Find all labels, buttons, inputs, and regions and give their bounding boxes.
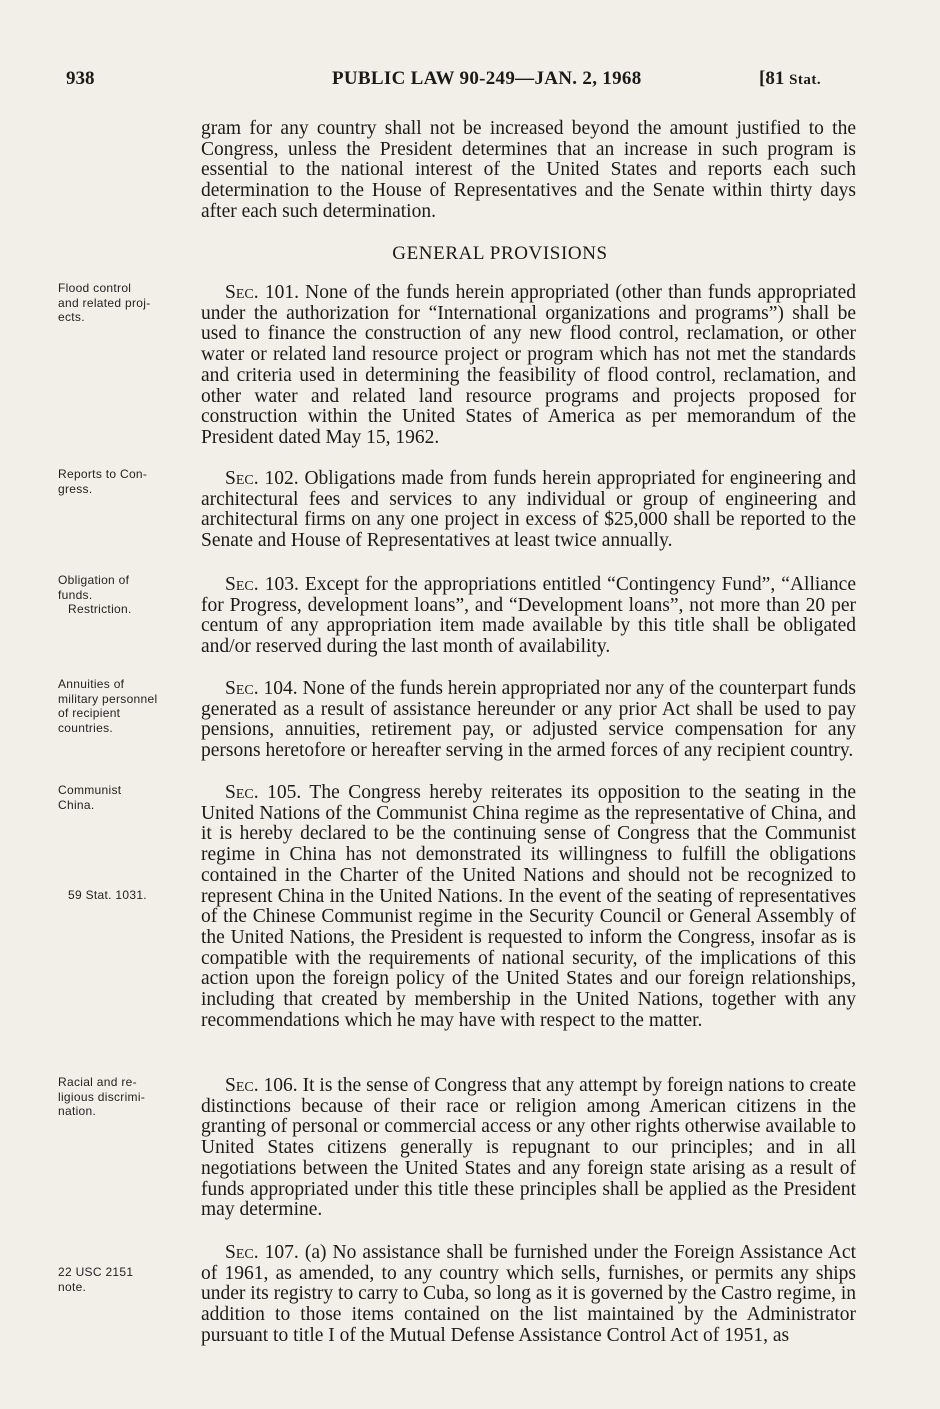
section-paragraph xyxy=(201,469,856,552)
margin-note: 59 Stat. 1031. xyxy=(68,888,147,902)
margin-note: Racial and re- ligious discrimi- nation. xyxy=(58,1075,146,1118)
section-103-block xyxy=(201,575,856,658)
section-text: 107. (a) No assistance shall be furnished under the Foreign Assistance Act of 1961, as amended, to any country which sells, furnishes, or permits any ships under its registry to carry to Cuba, so long as it is governed by the Castro regime, in addition to those items contained on the list maintained by the Administrator pursuant to title I of the Mutual Defense Assistance Control Act of 1951, as xyxy=(201,1242,856,1346)
margin-note: Obligation of funds. Restriction. xyxy=(58,573,132,616)
section-paragraph xyxy=(201,679,856,762)
statute-volume: [81 xyxy=(759,68,785,89)
intro-paragraph-block xyxy=(201,119,856,223)
section-paragraph xyxy=(201,283,856,449)
margin-note: Communist China. xyxy=(58,783,122,812)
section-label: Sec. xyxy=(225,282,259,303)
section-paragraph xyxy=(201,783,856,1031)
running-header xyxy=(0,68,940,92)
section-heading: GENERAL PROVISIONS xyxy=(392,243,608,264)
section-106-block xyxy=(201,1076,856,1221)
margin-note: Annuities of military personnel of recipient countries. xyxy=(58,677,158,735)
statute-label: Stat. xyxy=(789,72,822,88)
section-paragraph xyxy=(201,575,856,658)
section-paragraph xyxy=(201,1243,856,1347)
section-text: 104. None of the funds herein appropriated nor any of the counterpart funds generated as a result of assistance hereunder or any prior Act shall be used to pay pensions, annuities, retirement pay, or adjusted service compensation for any persons heretofore or hereafter serving in the armed forces of any recipient country. xyxy=(201,678,856,762)
section-label: Sec. xyxy=(225,1242,259,1263)
section-text: 105. The Congress hereby reiterates its opposition to the seating in the United Nations of the Communist China regime as the representative of China, and it is hereby declared to be the continuing sense of Congress that the Communist regime in China has not demonstrated its willingness to fulfill the obligations contained in the Charter of the United Nations and should not be recognized to represent China in the United Nations. In the event of the seating of representatives of the Chinese Communist regime in the Security Council or General Assembly of the United Nations, the President is requested to inform the Congress, insofar as is compatible with the requirements of national security, of the implications of this action upon the foreign policy of the United States and our foreign relationships, including that created by membership in the United Nations, together with any recommendations which he may have with respect to the matter. xyxy=(201,782,856,1031)
section-label: Sec. xyxy=(225,574,259,595)
section-101-block xyxy=(201,283,856,449)
section-104-block xyxy=(201,679,856,762)
section-107-block xyxy=(201,1243,856,1347)
statute-reference xyxy=(759,68,821,90)
margin-note: Flood control and related proj- ects. xyxy=(58,281,151,324)
page-title: PUBLIC LAW 90-249—JAN. 2, 1968 xyxy=(332,68,642,89)
section-text: 106. It is the sense of Congress that any attempt by foreign nations to create distinctions because of their race or religion among American citizens in the granting of personal or commercial access or any other rights otherwise available to United States citizens generally is repugnant to our principles; and in all negotiations between the United States and any foreign state arising as a result of funds appropriated under this title these principles shall be applied as the President may determine. xyxy=(201,1075,856,1221)
section-text: 101. None of the funds herein appropriated (other than funds appropriated under the authorization for “International organizations and programs”) shall be used to finance the construction of any new flood control, reclamation, or other water or related land resource project or program which has not met the standards and criteria used in determining the feasibility of flood control, reclamation, and other water and related land resource programs and projects proposed for construction within the United States of America as per memorandum of the President dated May 15, 1962. xyxy=(201,282,856,448)
section-text: 102. Obligations made from funds herein appropriated for engineering and architectural fees and services to any individual or group of engineering and architectural firms on any one project in excess of $25,000 shall be reported to the Senate and House of Representatives at least twice annually. xyxy=(201,468,856,552)
page-number: 938 xyxy=(66,68,95,89)
section-text: 103. Except for the appropriations entitled “Contingency Fund”, “Alliance for Progress, development loans”, and “Development loans”, not more than 20 per centum of any appropriation item made available by this title shall be obligated and/or reserved during the last month of availability. xyxy=(201,574,856,658)
section-label: Sec. xyxy=(225,468,259,489)
intro-paragraph: gram for any country shall not be increased beyond the amount justified to the Congress, unless the President determines that an increase in such program is essential to the national interest of the United States and reports each such determination to the House of Representatives and the Senate within thirty days after each such determination. xyxy=(201,118,856,222)
section-label: Sec. xyxy=(225,1075,259,1096)
section-paragraph xyxy=(201,1076,856,1221)
margin-note: Reports to Con- gress. xyxy=(58,467,148,496)
margin-note: 22 USC 2151 note. xyxy=(58,1265,134,1294)
section-105-block xyxy=(201,783,856,1031)
section-102-block xyxy=(201,469,856,552)
section-label: Sec. xyxy=(225,678,259,699)
section-label: Sec. xyxy=(225,782,259,803)
